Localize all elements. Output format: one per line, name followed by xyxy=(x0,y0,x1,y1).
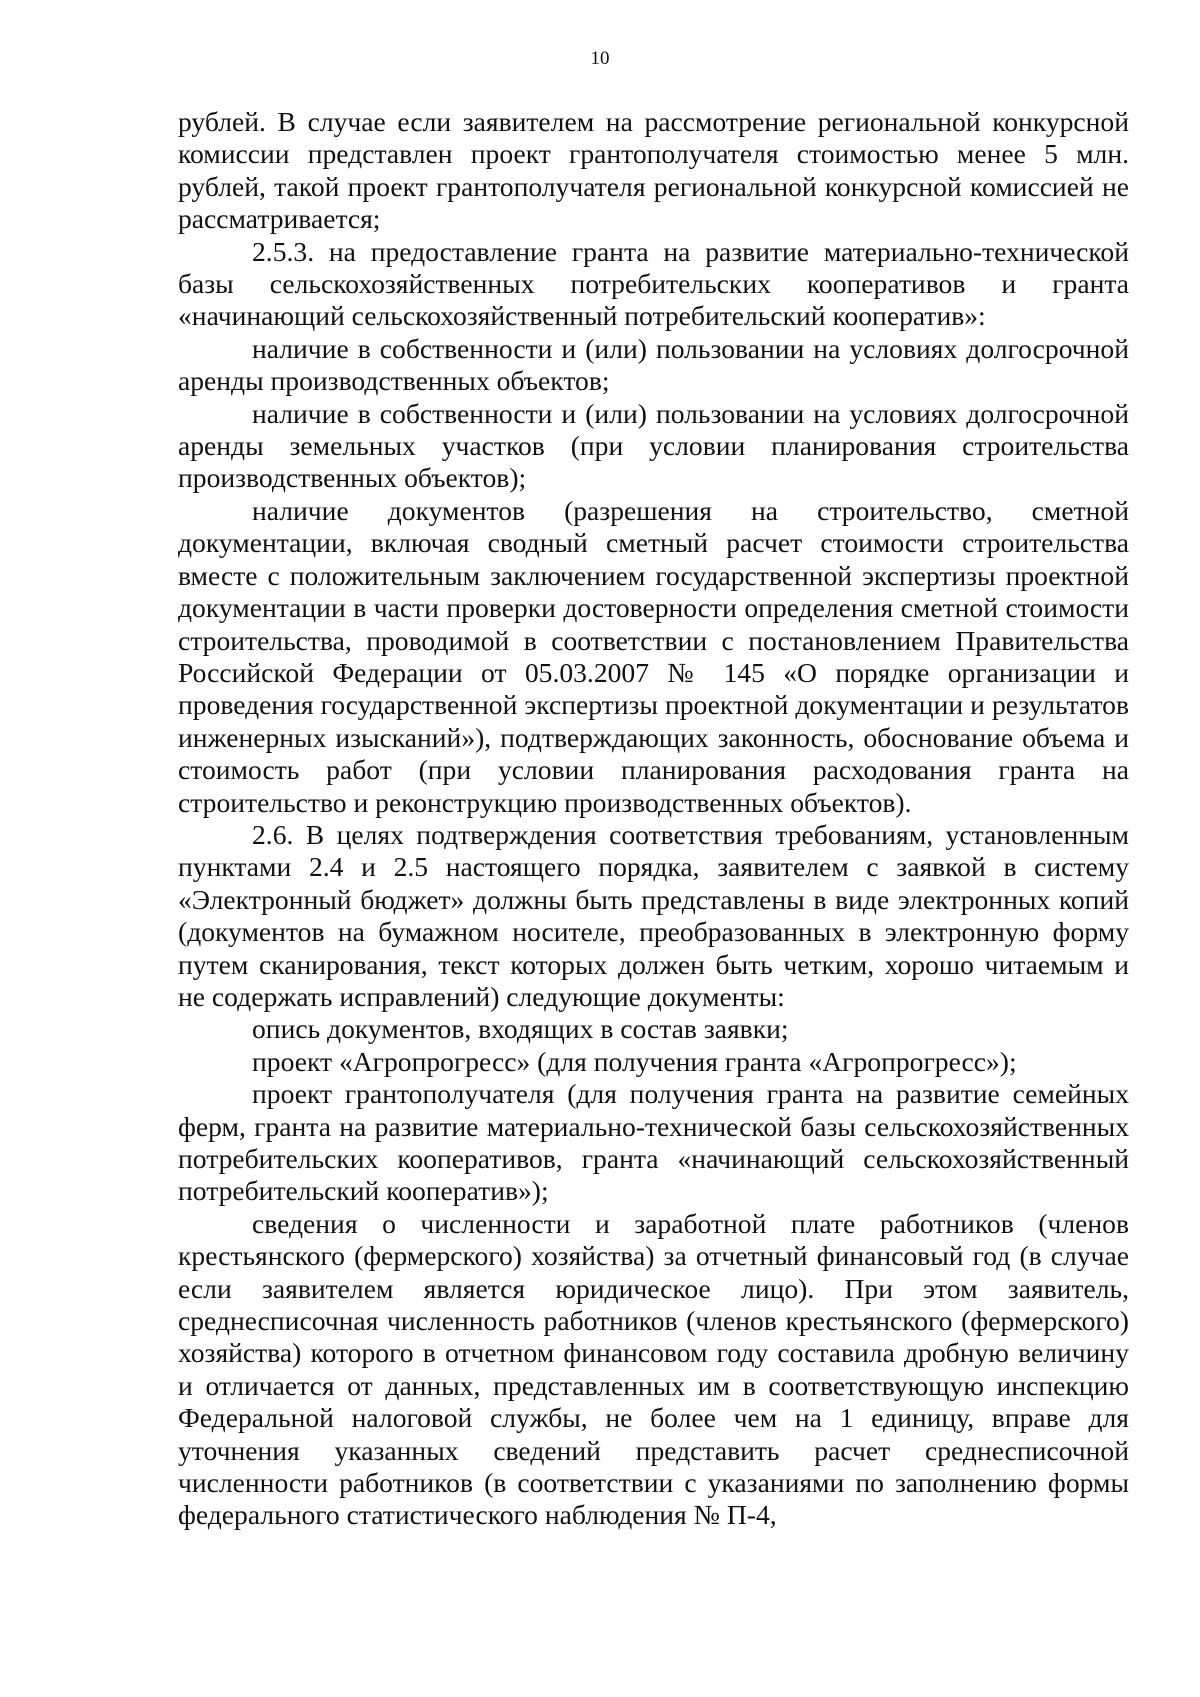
paragraph-item: наличие в собственности и (или) пользовании на условиях долгосрочной аренды производственных объектов; xyxy=(178,332,1129,397)
paragraph-2-5-3: 2.5.3. на предоставление гранта на развитие материально-технической базы сельскохозяйственных потребительских кооперативов и гранта «начинающий сельскохозяйственный потребительский кооператив»: xyxy=(178,235,1129,332)
paragraph-2-6: 2.6. В целях подтверждения соответствия требованиям, установленным пунктами 2.4 и 2.5 настоящего порядка, заявителем с заявкой в систему «Электронный бюджет» должны быть представлены в виде электронных копий (документов на бумажном носителе, преобразованных в электронную форму путем сканирования, текст которых должен быть четким, хорошо читаемым и не содержать исправлений) следующие документы: xyxy=(178,818,1129,1012)
paragraph-continuation: рублей. В случае если заявителем на рассмотрение региональной конкурсной комиссии представлен проект грантополучателя стоимостью менее 5 млн. рублей, такой проект грантополучателя региональной конкурсной комиссией не рассматривается; xyxy=(178,106,1129,235)
paragraph-item: сведения о численности и заработной плате работников (членов крестьянского (фермерского) хозяйства) за отчетный финансовый год (в случае если заявителем является юридическое лицо). При этом заявитель, среднесписочная численность работников (членов крестьянского (фермерского) хозяйства) которого в отчетном финансовом году составила дробную величину и отличается от данных, представленных им в соответствующую инспекцию Федеральной налоговой службы, не более чем на 1 единицу, вправе для уточнения указанных сведений представить расчет среднесписочной численности работников (в соответствии с указаниями по заполнению формы федерального статистического наблюдения № П-4, xyxy=(178,1207,1129,1531)
document-body xyxy=(178,106,1129,1532)
paragraph-item: проект грантополучателя (для получения гранта на развитие семейных ферм, гранта на развитие материально-технической базы сельскохозяйственных потребительских кооперативов, гранта «начинающий сельскохозяйственный потребительский кооператив»); xyxy=(178,1078,1129,1207)
paragraph-item: проект «Агропрогресс» (для получения гранта «Агропрогресс»); xyxy=(252,1045,1017,1077)
paragraph-item: наличие документов (разрешения на строительство, сметной документации, включая сводный сметный расчет стоимости строительства вместе с положительным заключением государственной экспертизы проектной документации в части проверки достоверности определения сметной стоимости строительства, проводимой в соответствии с постановлением Правительства Российской Федерации от 05.03.2007 № 145 «О порядке организации и проведения государственной экспертизы проектной документации и результатов инженерных изысканий»), подтверждающих законность, обоснование объема и стоимость работ (при условии планирования расходования гранта на строительство и реконструкцию производственных объектов). xyxy=(178,494,1129,818)
paragraph-item: наличие в собственности и (или) пользовании на условиях долгосрочной аренды земельных участков (при условии планирования строительства производственных объектов); xyxy=(178,397,1129,494)
paragraph-item: опись документов, входящих в состав заявки; xyxy=(252,1013,789,1045)
page-number: 10 xyxy=(590,48,610,69)
